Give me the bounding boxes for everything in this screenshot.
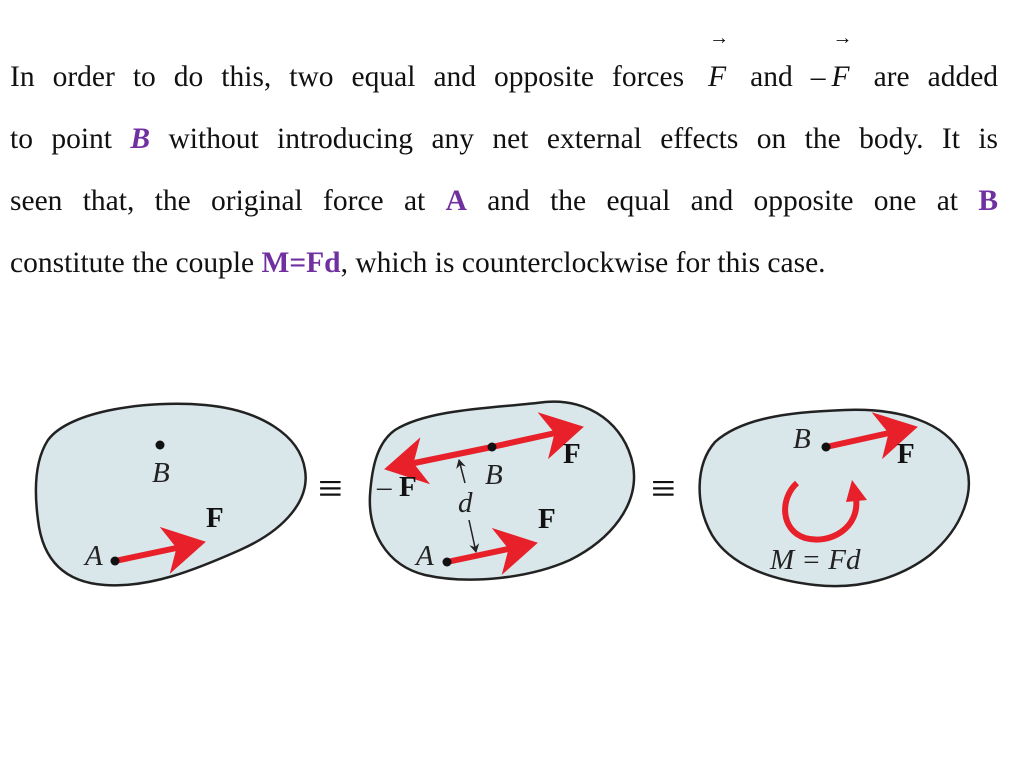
point-b-highlight: B xyxy=(978,185,999,217)
point-b-highlight: B xyxy=(130,123,151,155)
point-a-highlight: A xyxy=(445,185,467,217)
line3-text-b: and the equal and opposite one at xyxy=(487,185,959,217)
line1-text-a: In order to do this, two equal and opposite forces xyxy=(10,61,685,93)
equivalence-symbol-1: ≡ xyxy=(318,464,343,513)
line4-text-b: , which is counterclockwise for this case. xyxy=(340,247,826,279)
label-a: A xyxy=(85,540,103,572)
point-b-dot xyxy=(156,441,165,450)
label-d: d xyxy=(458,487,473,519)
rigid-body-1 xyxy=(36,404,306,586)
vector-arrow-icon: → xyxy=(832,27,853,49)
label-f: F xyxy=(897,438,915,470)
couple-highlight: M=Fd xyxy=(261,247,341,279)
line2-text-b: without introducing any net external effects on the body. It is xyxy=(168,123,999,155)
label-neg-f: F xyxy=(399,471,417,503)
vector-f-letter: F xyxy=(708,61,727,93)
label-a: A xyxy=(416,540,434,572)
label-neg-sign: – xyxy=(377,471,392,503)
couple-equivalence-diagram xyxy=(0,380,1024,610)
explanation-paragraph xyxy=(10,27,999,294)
label-f-top: F xyxy=(563,438,581,470)
point-a-dot xyxy=(443,558,452,567)
line4-text-a: constitute the couple xyxy=(10,247,255,279)
equivalence-symbol-2: ≡ xyxy=(651,464,676,513)
paragraph-line-4 xyxy=(10,232,998,294)
vector-arrow-icon: → xyxy=(709,27,730,49)
paragraph-line-2 xyxy=(10,108,998,170)
point-b-dot xyxy=(488,443,497,452)
label-b: B xyxy=(793,423,811,455)
vector-neg-f xyxy=(826,27,856,108)
label-f-bottom: F xyxy=(538,503,556,535)
line2-text-a: to point xyxy=(10,123,112,155)
line3-text-a: seen that, the original force at xyxy=(10,185,426,217)
label-moment: M = Fd xyxy=(770,544,861,576)
point-b-dot xyxy=(822,443,831,452)
line1-text-c: are added xyxy=(873,61,999,93)
label-b: B xyxy=(485,459,503,491)
vector-neg-f-letter: F xyxy=(831,61,850,93)
label-f: F xyxy=(206,502,224,534)
panel-added-forces xyxy=(370,402,634,580)
panel-original-force xyxy=(36,404,306,586)
vector-f xyxy=(702,27,732,108)
paragraph-line-1 xyxy=(10,27,999,108)
line1-text-b: and – xyxy=(750,61,826,93)
paragraph-line-3 xyxy=(10,170,998,232)
label-b: B xyxy=(152,457,170,489)
panel-force-couple xyxy=(700,410,969,586)
point-a-dot xyxy=(111,557,120,566)
